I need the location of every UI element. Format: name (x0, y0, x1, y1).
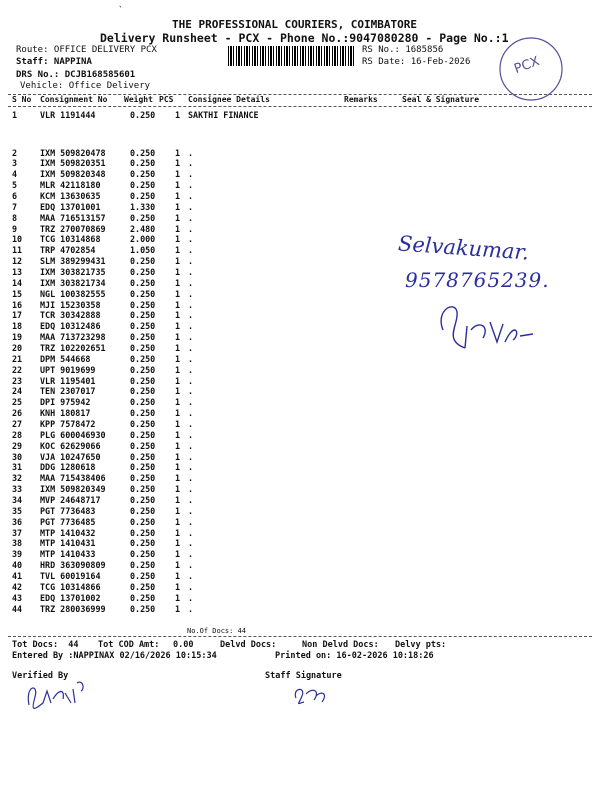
cell-pcs: 1 (175, 375, 181, 386)
cell-sno: 33 (12, 484, 23, 495)
cell-consignment: IXM 509820348 (40, 169, 106, 180)
cell-pcs: 1 (175, 527, 181, 538)
cell-pcs: 1 (175, 440, 181, 451)
cell-consignment: IXM 303821734 (40, 277, 106, 288)
cell-consignment: HRD 363090809 (40, 560, 106, 571)
cell-pcs: 1 (175, 158, 181, 169)
cell-pcs: 1 (175, 484, 181, 495)
cell-pcs: 1 (175, 397, 181, 408)
cell-consignment: VLR 1191444 (40, 110, 96, 120)
cell-weight: 0.250 (130, 516, 156, 527)
cell-pcs: 1 (175, 245, 181, 256)
cell-weight: 0.250 (130, 353, 156, 364)
cell-consignment: UPT 9019699 (40, 364, 96, 375)
cell-sno: 14 (12, 277, 23, 288)
cell-consignee: . (188, 190, 194, 201)
cell-pcs: 1 (175, 419, 181, 429)
cell-sno: 12 (12, 256, 23, 267)
cell-consignee: . (188, 386, 194, 397)
cell-consignment: EDQ 13701001 (40, 201, 101, 212)
cell-consignee: . (188, 364, 194, 375)
route-label: Route: OFFICE DELIVERY PCX (16, 45, 157, 55)
cell-pcs: 1 (175, 592, 181, 603)
cell-consignment: KNH 180817 (40, 408, 91, 419)
cell-consignee: . (188, 495, 194, 506)
cell-consignee: . (188, 462, 194, 473)
cell-weight: 1.050 (130, 245, 156, 256)
cell-consignee: . (188, 473, 194, 484)
cell-sno: 36 (12, 516, 23, 527)
cell-weight: 0.250 (130, 332, 156, 343)
cell-consignee: . (188, 299, 194, 310)
cell-weight: 0.250 (130, 408, 156, 419)
cell-weight: 0.250 (130, 256, 156, 267)
entered-by: Entered By :NAPPINAX 02/16/2026 10:15:34 (12, 651, 217, 661)
cell-consignee: . (188, 201, 194, 212)
cell-sno: 44 (12, 603, 23, 614)
cell-consignee: . (188, 549, 194, 560)
cell-sno: 24 (12, 386, 23, 397)
cell-pcs: 1 (175, 462, 181, 473)
cell-consignment: MAA 716513157 (40, 212, 106, 223)
cell-consignee: . (188, 245, 194, 256)
cell-consignee: . (188, 603, 194, 614)
cell-sno: 42 (12, 581, 23, 592)
cell-pcs: 1 (175, 321, 181, 332)
cell-weight: 0.250 (130, 310, 156, 321)
stray-mark: ` (118, 6, 124, 16)
cell-consignment: TRP 4702854 (40, 245, 96, 256)
cell-sno: 13 (12, 266, 23, 277)
cell-consignee: . (188, 321, 194, 332)
verified-by-label: Verified By (12, 671, 69, 681)
cell-pcs: 1 (175, 332, 181, 343)
cell-sno: 3 (12, 158, 18, 169)
cell-pcs: 1 (175, 169, 181, 180)
cell-sno: 18 (12, 321, 23, 332)
handwritten-phone: 9578765239. (405, 268, 550, 292)
cell-sno: 6 (12, 190, 18, 201)
cell-weight: 0.250 (130, 571, 156, 582)
cell-consignment: VLR 1195401 (40, 375, 96, 386)
cell-sno: 34 (12, 495, 23, 506)
cell-consignee: . (188, 440, 194, 451)
cell-weight: 0.250 (130, 277, 156, 288)
cell-weight: 0.250 (130, 266, 156, 277)
cell-pcs: 1 (175, 571, 181, 582)
total-cod-value: 0.00 (173, 640, 194, 650)
cell-pcs: 1 (175, 451, 181, 462)
cell-consignee: . (188, 571, 194, 582)
cell-consignment: PLG 600046930 (40, 429, 106, 440)
printed-on: Printed on: 16-02-2026 10:18:26 (275, 651, 434, 661)
cell-sno: 8 (12, 212, 18, 223)
cell-pcs: 1 (175, 429, 181, 440)
non-delivered-docs: Non Delvd Docs: (302, 640, 379, 650)
cell-consignment: KCM 13630635 (40, 190, 101, 201)
vehicle-label: Vehicle: Office Delivery (20, 81, 151, 91)
cell-sno: 11 (12, 245, 23, 256)
cell-pcs: 1 (175, 386, 181, 397)
cell-consignee: . (188, 147, 194, 158)
cell-weight: 0.250 (130, 560, 156, 571)
cell-consignment: TRZ 270070869 (40, 223, 106, 234)
cell-weight: 0.250 (130, 527, 156, 538)
cell-consignee: SAKTHI FINANCE (188, 110, 259, 120)
cell-sno: 16 (12, 299, 23, 310)
cell-weight: 0.250 (130, 321, 156, 332)
cell-pcs: 1 (175, 560, 181, 571)
cell-sno: 5 (12, 180, 18, 191)
cell-pcs: 1 (175, 516, 181, 527)
cell-weight: 0.250 (130, 505, 156, 516)
cell-weight: 0.250 (130, 429, 156, 440)
cell-consignment: NGL 100382555 (40, 288, 106, 299)
cell-weight: 0.250 (130, 158, 156, 169)
cell-consignee: . (188, 429, 194, 440)
cell-consignment: DPI 975942 (40, 397, 91, 408)
cell-consignee: . (188, 527, 194, 538)
cell-consignee: . (188, 288, 194, 299)
cell-consignment: IXM 303821735 (40, 266, 106, 277)
cell-weight: 0.250 (130, 169, 156, 180)
cell-pcs: 1 (175, 147, 181, 158)
cell-pcs: 1 (175, 288, 181, 299)
handwritten-name: Selvakumar. (397, 231, 530, 265)
drs-number: DRS No.: DCJB168585601 (16, 70, 136, 80)
delivery-points: Delvy pts: (395, 640, 447, 650)
cell-pcs: 1 (175, 277, 181, 288)
cell-consignment: IXM 509820478 (40, 147, 106, 158)
cell-consignment: DDG 1280618 (40, 462, 96, 473)
company-name: THE PROFESSIONAL COURIERS, COIMBATORE (172, 18, 418, 31)
cell-pcs: 1 (175, 256, 181, 267)
cell-consignment: TRZ 102202651 (40, 342, 106, 353)
cell-weight: 0.250 (130, 299, 156, 310)
cell-consignment: TRZ 280036999 (40, 603, 106, 614)
cell-consignee: . (188, 397, 194, 408)
cell-pcs: 1 (175, 473, 181, 484)
cell-weight: 0.250 (130, 462, 156, 473)
cell-sno: 19 (12, 332, 23, 343)
cell-weight: 2.480 (130, 223, 156, 234)
cell-consignee: . (188, 266, 194, 277)
cell-weight: 0.250 (130, 342, 156, 353)
cell-pcs: 1 (175, 353, 181, 364)
cell-sno: 35 (12, 505, 23, 516)
cell-sno: 37 (12, 527, 23, 538)
delivered-docs: Delvd Docs: (220, 640, 277, 650)
cell-sno: 26 (12, 408, 23, 419)
cell-sno: 20 (12, 342, 23, 353)
cell-sno: 30 (12, 451, 23, 462)
cell-weight: 0.250 (130, 375, 156, 386)
cell-consignee: . (188, 277, 194, 288)
cell-sno: 21 (12, 353, 23, 364)
cell-weight: 0.250 (130, 603, 156, 614)
cell-consignee: . (188, 408, 194, 419)
cell-sno: 43 (12, 592, 23, 603)
col-sno: S No (12, 95, 32, 104)
cell-weight: 0.250 (130, 419, 156, 429)
cell-sno: 40 (12, 560, 23, 571)
cell-sno: 7 (12, 201, 18, 212)
cell-consignee: . (188, 419, 194, 429)
cell-consignment: PGT 7736485 (40, 516, 96, 527)
cell-consignee: . (188, 158, 194, 169)
cell-consignee: . (188, 516, 194, 527)
cell-sno: 1 (12, 110, 18, 120)
cell-consignment: MVP 24648717 (40, 495, 101, 506)
cell-pcs: 1 (175, 495, 181, 506)
cell-sno: 17 (12, 310, 23, 321)
cell-weight: 0.250 (130, 288, 156, 299)
cell-consignment: MAA 713723298 (40, 332, 106, 343)
cell-consignment: TCG 10314868 (40, 234, 101, 245)
cell-weight: 0.250 (130, 110, 156, 120)
cell-sno: 28 (12, 429, 23, 440)
cell-pcs: 1 (175, 408, 181, 419)
cell-weight: 0.250 (130, 473, 156, 484)
cell-consignment: TCR 30342888 (40, 310, 101, 321)
cell-sno: 39 (12, 549, 23, 560)
cell-consignee: . (188, 223, 194, 234)
cell-consignee: . (188, 180, 194, 191)
cell-pcs: 1 (175, 342, 181, 353)
cell-weight: 2.000 (130, 234, 156, 245)
cell-consignment: KPP 7578472 (40, 419, 96, 429)
cell-consignee: . (188, 592, 194, 603)
cell-consignee: . (188, 169, 194, 180)
cell-sno: 32 (12, 473, 23, 484)
divider-bottom (8, 636, 592, 637)
cell-weight: 0.250 (130, 592, 156, 603)
cell-pcs: 1 (175, 234, 181, 245)
cell-pcs: 1 (175, 581, 181, 592)
stamp-text: PCX (512, 54, 542, 77)
col-pcs: PCS (159, 95, 174, 104)
col-consignee: Consignee Details (188, 95, 270, 104)
cell-sno: 10 (12, 234, 23, 245)
cell-pcs: 1 (175, 603, 181, 614)
cell-weight: 1.330 (130, 201, 156, 212)
cell-consignment: KOC 62629066 (40, 440, 101, 451)
cell-consignment: MTP 1410433 (40, 549, 96, 560)
cell-pcs: 1 (175, 299, 181, 310)
cell-consignment: EDQ 13701002 (40, 592, 101, 603)
cell-consignee: . (188, 581, 194, 592)
cell-weight: 0.250 (130, 190, 156, 201)
cell-consignment: DPM 544668 (40, 353, 91, 364)
cell-consignment: TVL 60019164 (40, 571, 101, 582)
cell-consignment: VJA 10247650 (40, 451, 101, 462)
cell-sno: 29 (12, 440, 23, 451)
cell-pcs: 1 (175, 364, 181, 375)
cell-weight: 0.250 (130, 364, 156, 375)
cell-weight: 0.250 (130, 397, 156, 408)
cell-weight: 0.250 (130, 386, 156, 397)
cell-sno: 4 (12, 169, 18, 180)
cell-pcs: 1 (175, 310, 181, 321)
rs-number: RS No.: 1685856 (362, 45, 444, 55)
cell-sno: 41 (12, 571, 23, 582)
col-consignment: Consignment No (40, 95, 108, 104)
cell-consignee: . (188, 332, 194, 343)
staff-label: Staff: NAPPINA (16, 57, 92, 67)
no-of-docs: No.Of Docs: 44 (187, 627, 247, 635)
cell-consignee: . (188, 310, 194, 321)
cell-consignee: . (188, 256, 194, 267)
cell-consignment: MJI 15230358 (40, 299, 101, 310)
cell-consignee: . (188, 484, 194, 495)
cell-sno: 9 (12, 223, 18, 234)
cell-weight: 0.250 (130, 451, 156, 462)
cell-sno: 25 (12, 397, 23, 408)
cell-weight: 0.250 (130, 180, 156, 191)
cell-pcs: 1 (175, 549, 181, 560)
cell-weight: 0.250 (130, 538, 156, 549)
rs-date: RS Date: 16-Feb-2026 (362, 57, 471, 67)
col-seal: Seal & Signature (402, 95, 480, 104)
cell-sno: 31 (12, 462, 23, 473)
cell-sno: 38 (12, 538, 23, 549)
cell-pcs: 1 (175, 212, 181, 223)
cell-pcs: 1 (175, 266, 181, 277)
cell-sno: 15 (12, 288, 23, 299)
cell-pcs: 1 (175, 110, 181, 120)
cell-consignee: . (188, 212, 194, 223)
runsheet-title: Delivery Runsheet - PCX - Phone No.:9047080280 - Page No.:1 (100, 31, 509, 45)
cell-weight: 0.250 (130, 495, 156, 506)
barcode (228, 46, 354, 66)
cell-consignment: MTP 1410432 (40, 527, 96, 538)
cell-sno: 27 (12, 419, 23, 429)
cell-consignee: . (188, 560, 194, 571)
cell-consignment: MLR 42118180 (40, 180, 101, 191)
cell-sno: 23 (12, 375, 23, 386)
cell-pcs: 1 (175, 538, 181, 549)
cell-sno: 2 (12, 147, 18, 158)
staff-signature-label: Staff Signature (265, 671, 342, 681)
cell-consignment: TCG 10314866 (40, 581, 101, 592)
col-remarks: Remarks (344, 95, 378, 104)
cell-pcs: 1 (175, 201, 181, 212)
cell-sno: 22 (12, 364, 23, 375)
cell-weight: 0.250 (130, 549, 156, 560)
cell-consignment: IXM 509820351 (40, 158, 106, 169)
verifier-signature (25, 675, 95, 715)
cell-pcs: 1 (175, 190, 181, 201)
cell-weight: 0.250 (130, 147, 156, 158)
cell-consignment: SLM 389299431 (40, 256, 106, 267)
cell-consignee: . (188, 451, 194, 462)
cell-pcs: 1 (175, 180, 181, 191)
cell-consignee: . (188, 505, 194, 516)
cell-consignee: . (188, 342, 194, 353)
cell-pcs: 1 (175, 223, 181, 234)
divider-header (8, 106, 592, 107)
cell-consignment: PGT 7736483 (40, 505, 96, 516)
cell-consignment: MAA 715438406 (40, 473, 106, 484)
cell-consignment: MTP 1410431 (40, 538, 96, 549)
cell-consignment: IXM 509820349 (40, 484, 106, 495)
cell-weight: 0.250 (130, 440, 156, 451)
total-cod-label: Tot COD Amt: (98, 640, 160, 650)
cell-weight: 0.250 (130, 212, 156, 223)
total-docs: Tot Docs: 44 (12, 640, 79, 650)
col-weight: Weight (124, 95, 153, 104)
cell-weight: 0.250 (130, 581, 156, 592)
cell-consignee: . (188, 234, 194, 245)
staff-signature (290, 682, 330, 708)
cell-consignment: EDQ 10312486 (40, 321, 101, 332)
cell-consignee: . (188, 353, 194, 364)
cell-weight: 0.250 (130, 484, 156, 495)
cell-consignment: TEN 2307017 (40, 386, 96, 397)
cell-consignee: . (188, 375, 194, 386)
cell-consignee: . (188, 538, 194, 549)
cell-pcs: 1 (175, 505, 181, 516)
